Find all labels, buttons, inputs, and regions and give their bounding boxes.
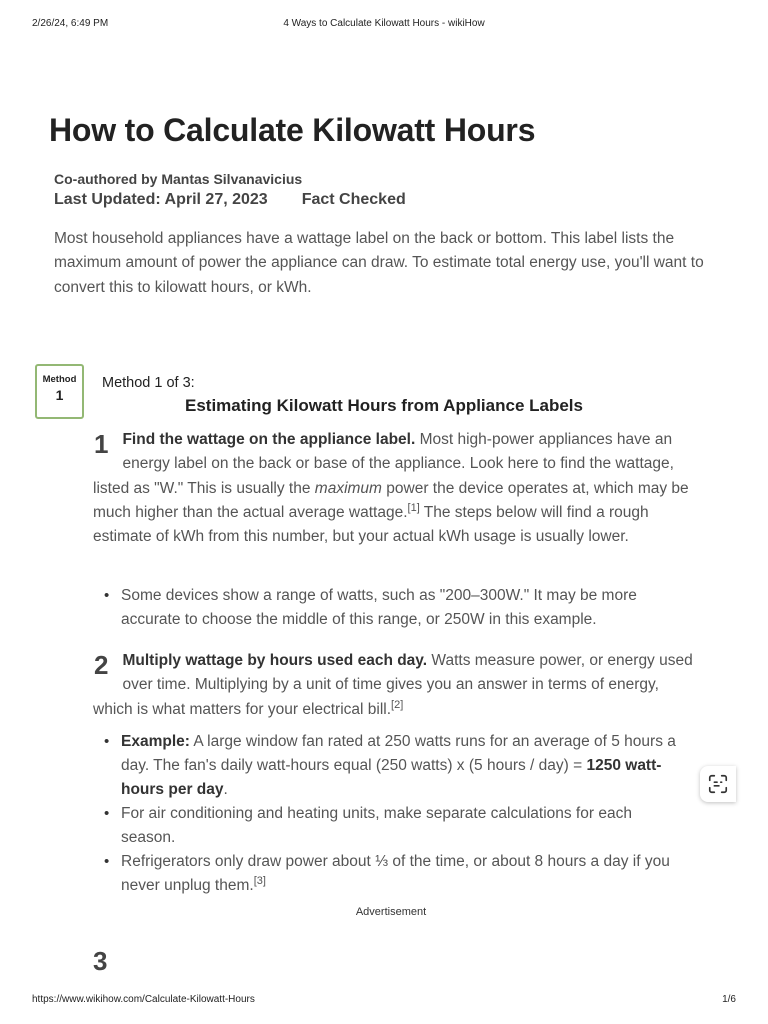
method-counter: Method 1 of 3: <box>102 375 195 391</box>
step-number: 2 <box>94 650 109 680</box>
reference-link[interactable]: [3] <box>253 874 266 887</box>
method-title-text: Estimating Kilowatt Hours from Appliance Labels <box>185 396 583 415</box>
list-item: • For air conditioning and heating units, make separate calculations for each season. <box>121 802 681 850</box>
advertisement-label: Advertisement <box>355 906 427 918</box>
example-label: Example: <box>121 733 190 750</box>
method-badge-label: Method <box>42 374 77 385</box>
fridge-text: Refrigerators only draw power about ⅓ of the time, or about 8 hours a day if you never unplug them. <box>121 853 670 894</box>
step-text: power the device operates at, which may be much higher than the actual average wattage. <box>93 479 689 521</box>
meta-row <box>54 191 406 209</box>
step-heading: Multiply wattage by hours used each day. <box>122 652 428 669</box>
step-2-tips <box>121 730 681 898</box>
step-text-emphasis: maximum <box>314 479 382 497</box>
list-item <box>121 730 681 802</box>
step-1-tips <box>121 584 681 632</box>
print-datetime: 2/26/24, 6:49 PM <box>32 18 109 29</box>
example-text: A large window fan rated at 250 watts runs for an average of 5 hours a day. The fan's daily watt-hours equal (250 watts) x (5 hours / day) = <box>121 733 676 774</box>
intro-paragraph: Most household appliances have a wattage label on the back or bottom. This label lists the maximum amount of power the appliance can draw. To estimate total energy use, you'll want to convert this to kilowatt hours, or kWh. <box>54 230 704 296</box>
step-heading: Find the wattage on the appliance label. <box>122 431 416 448</box>
print-page-number: 1/6 <box>722 994 736 1005</box>
step-text: Most high-power appliances have an energy label on the back or base of the appliance. Look here to find the wattage, listed as "W." This is usually the <box>93 431 674 497</box>
step-text: Watts measure power, or energy used over time. Multiplying by a unit of time gives you an answer in terms of energy, which is what matters for your electrical bill. <box>93 652 693 718</box>
last-updated: Last Updated: April 27, 2023 <box>54 191 268 208</box>
scan-text-icon <box>707 773 729 795</box>
print-doc-title: 4 Ways to Calculate Kilowatt Hours - wikiHow <box>283 18 485 29</box>
example-end: . <box>223 781 228 798</box>
step-number: 1 <box>94 429 109 459</box>
list-item <box>121 850 681 898</box>
step-text: The steps below will find a rough estimate of kWh from this number, but your actual kWh usage is usually lower. <box>93 503 649 546</box>
example-result: 1250 watt-hours per day <box>121 757 662 798</box>
reference-link[interactable]: [1] <box>407 501 420 514</box>
reference-link[interactable]: [2] <box>391 698 404 711</box>
step-2 <box>93 649 693 722</box>
step-3-number: 3 <box>93 946 108 976</box>
author-byline[interactable]: Co-authored by Mantas Silvanavicius <box>54 171 303 187</box>
method-title <box>0 396 768 416</box>
scan-widget-button[interactable] <box>700 766 736 802</box>
method-badge-number: 1 <box>55 387 64 403</box>
page-title: How to Calculate Kilowatt Hours <box>49 112 536 148</box>
step-1 <box>93 428 693 549</box>
list-item: • Some devices show a range of watts, such as "200–300W." It may be more accurate to choose the middle of this range, or 250W in this example. <box>121 584 681 632</box>
fact-checked-link[interactable]: Fact Checked <box>301 191 406 208</box>
print-url: https://www.wikihow.com/Calculate-Kilowatt-Hours <box>32 994 255 1005</box>
